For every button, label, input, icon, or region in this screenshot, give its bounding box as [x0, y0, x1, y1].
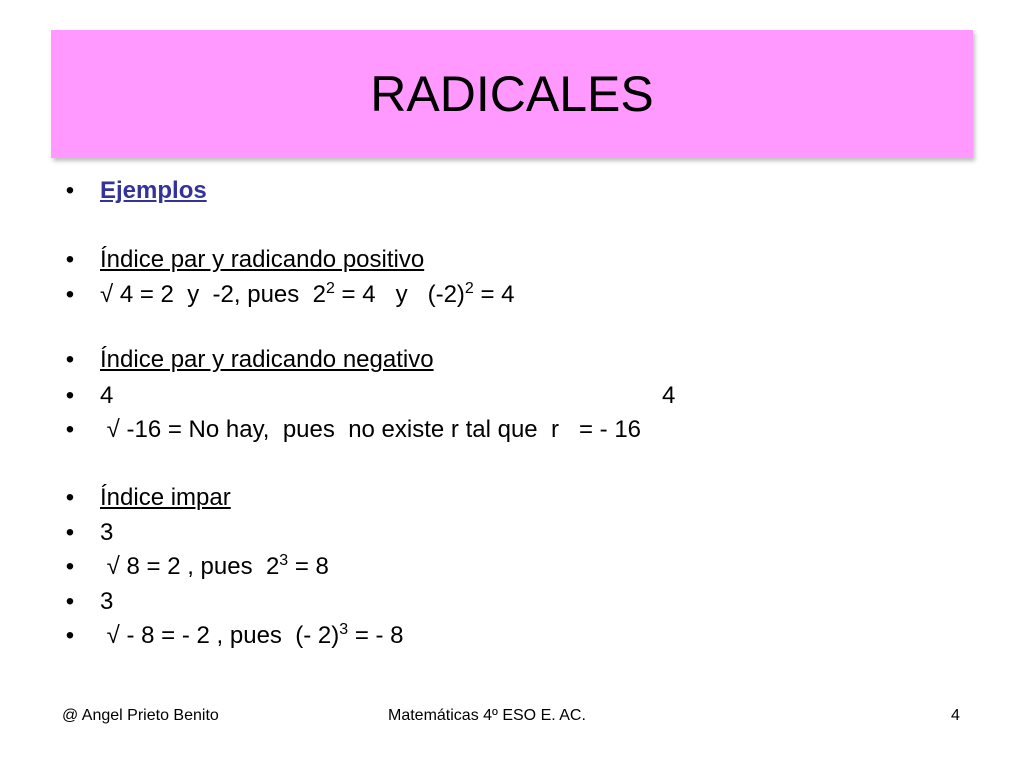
- heading-impar: Índice impar: [100, 484, 231, 511]
- footer-author: @ Angel Prieto Benito: [62, 707, 219, 724]
- bullet: •: [65, 382, 75, 409]
- bullet: •: [65, 588, 75, 615]
- title-banner: [51, 30, 973, 158]
- example-3: √ 8 = 2 , pues $2^3 = 8$: [100, 552, 329, 580]
- radical-index: 4: [100, 382, 114, 409]
- bullet: •: [65, 416, 75, 443]
- slide-number: 4: [951, 707, 960, 724]
- list-item: [60, 621, 404, 711]
- radical-index: 3: [100, 588, 114, 615]
- bullet: •: [65, 484, 75, 511]
- bullet: •: [65, 346, 75, 373]
- radical-index: 3: [100, 519, 114, 546]
- bullet: •: [65, 281, 75, 308]
- example-4: √ - 8 = - 2 , pues (- 2)$^3$ = - 8: [100, 621, 404, 649]
- heading-par-negativo: Índice par y radicando negativo: [100, 346, 434, 373]
- bullet: •: [65, 519, 75, 546]
- heading-par-positivo: Índice par y radicando positivo: [100, 246, 425, 273]
- example-2: √ -16 = No hay, pues no existe r tal que r = - 16: [100, 416, 642, 443]
- example-1: √ 4 = 2 y -2, pues $2^2 = 4$ y $(-2)^2 = 4$: [100, 280, 515, 308]
- bullet: •: [65, 246, 75, 273]
- bullet: •: [65, 553, 75, 580]
- exponent-index: 4: [662, 382, 676, 409]
- bullet: •: [65, 177, 75, 204]
- bullet: •: [65, 622, 75, 649]
- slide-title: RADICALES: [370, 66, 654, 122]
- footer-course: Matemáticas 4º ESO E. AC.: [388, 707, 586, 724]
- ejemplos-link[interactable]: Ejemplos: [100, 177, 207, 204]
